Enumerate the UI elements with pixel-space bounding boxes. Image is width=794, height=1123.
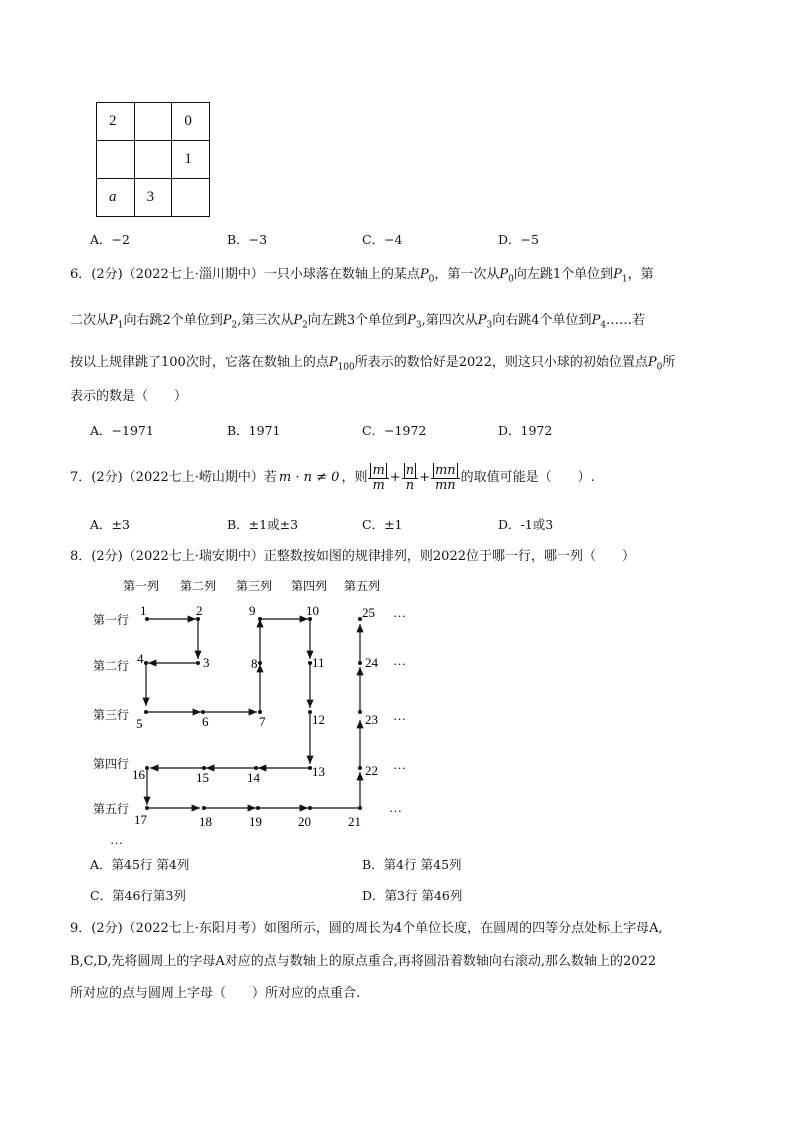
num-8: 8: [251, 656, 258, 671]
ellipsis-r1: …: [393, 605, 406, 620]
num-13: 13: [312, 764, 325, 779]
ellipsis-r4: …: [393, 757, 406, 772]
row-header-3: 第三行: [93, 708, 130, 722]
q7-line: 7．(2分)（2022七上·崂山期中）若 m · n ≠ 0 ，则 $\frac{m}{m}$ + $\frac{n}{n}$ + $\frac{mn}{mn}$ 的取值可能是（ ）.: [70, 462, 595, 493]
grid-cell: [134, 141, 172, 179]
num-14: 14: [247, 770, 260, 785]
num-17: 17: [134, 812, 147, 827]
q6-option-b[interactable]: B．1971: [227, 423, 281, 438]
ellipsis-r5: …: [389, 800, 402, 815]
q6-option-c[interactable]: C．−1972: [362, 423, 427, 438]
num-19: 19: [249, 814, 262, 829]
num-24: 24: [365, 655, 378, 670]
col-header-5: 第五列: [344, 579, 381, 593]
num-23: 23: [365, 712, 378, 727]
ellipsis-bottom: …: [110, 832, 123, 847]
num-7: 7: [259, 714, 266, 729]
q6-line-2: 二次从$P_1$向右跳2个单位到$P_2$,第三次从$P_2$向左跳3个单位到$P_3$,第四次从$P_3$向右跳4个单位到$P_4\dots\dots$若: [70, 313, 646, 331]
num-6: 6: [202, 714, 209, 729]
row-header-2: 第二行: [93, 659, 130, 673]
col-header-2: 第二列: [180, 579, 217, 593]
grid-cell: a: [97, 179, 135, 217]
num-16: 16: [132, 767, 145, 782]
q6-line-3: 按以上规律跳了100次时，它落在数轴上的点$P_{100}$所表示的数恰好是2022，则这只小球的初始位置点$P_0$所: [70, 355, 676, 373]
number-grid: [96, 102, 210, 217]
q7-option-c[interactable]: C．±1: [362, 517, 403, 532]
num-11: 11: [312, 655, 325, 670]
q9-line-3: 所对应的点与圆周上字母（ ）所对应的点重合.: [70, 986, 361, 1001]
grid-cell: 2: [97, 103, 135, 141]
num-12: 12: [312, 712, 325, 727]
grid-cell: 1: [172, 141, 210, 179]
q8-question: 8．(2分)（2022七上·瑞安期中）正整数按如图的规律排列，则2022位于哪一行，哪一列（ ）: [70, 549, 635, 564]
grid-cell: 0: [172, 103, 210, 141]
q5-option-c[interactable]: C．−4: [362, 232, 403, 247]
grid-cell: [172, 179, 210, 217]
q7-option-a[interactable]: A．±3: [90, 517, 130, 532]
q6-line-1: 6．(2分)（2022七上·淄川期中）一只小球落在数轴上的某点$P_0$，第一次从$P_0$向左跳1个单位到$P_1$，第: [70, 267, 654, 285]
fraction-m: $\frac{m}{m}$: [368, 464, 388, 493]
col-header-4: 第四列: [291, 579, 328, 593]
num-3: 3: [203, 655, 210, 670]
num-22: 22: [365, 763, 378, 778]
q8-option-a[interactable]: A．第45行 第4列: [90, 857, 190, 872]
grid-cell: [134, 103, 172, 141]
num-18: 18: [199, 814, 212, 829]
q6-option-d[interactable]: D．1972: [498, 423, 553, 438]
row-header-5: 第五行: [93, 802, 130, 816]
fraction-mn: $\frac{mn}{mn}$: [431, 464, 460, 493]
num-10: 10: [306, 603, 319, 618]
ellipsis-r2: …: [393, 653, 406, 668]
col-header-3: 第三列: [236, 579, 273, 593]
q6-line-4: 表示的数是（ ）: [70, 389, 188, 404]
fraction-n: $\frac{n}{n}$: [402, 464, 418, 493]
q8-option-d[interactable]: D．第3行 第46列: [362, 888, 463, 903]
num-20: 20: [298, 814, 311, 829]
q9-line-2: B,C,D,先将圆周上的字母A对应的点与数轴上的原点重合,再将圆沿着数轴向右滚动,那么数轴上的2022: [70, 954, 657, 969]
q8-option-c[interactable]: C．第46行第3列: [90, 888, 186, 903]
q7-option-d[interactable]: D．-1或3: [498, 517, 554, 532]
q6-option-a[interactable]: A．−1971: [90, 423, 154, 438]
row-header-1: 第一行: [93, 613, 130, 627]
num-25: 25: [362, 605, 375, 620]
ellipsis-r3: …: [393, 708, 406, 723]
q7-option-b[interactable]: B．±1或±3: [227, 517, 299, 532]
num-5: 5: [136, 716, 143, 731]
num-15: 15: [196, 770, 209, 785]
q5-option-d[interactable]: D．−5: [498, 232, 539, 247]
q8-option-b[interactable]: B．第4行 第45列: [362, 857, 462, 872]
grid-cell: 3: [134, 179, 172, 217]
num-21: 21: [348, 814, 361, 829]
num-2: 2: [196, 603, 203, 618]
grid-cell: [97, 141, 135, 179]
num-4: 4: [137, 651, 144, 666]
spiral-diagram: [80, 572, 420, 852]
q5-option-a[interactable]: A．−2: [90, 232, 130, 247]
row-header-4: 第四行: [93, 757, 130, 771]
q5-option-b[interactable]: B．−3: [227, 232, 268, 247]
num-1: 1: [140, 603, 147, 618]
q9-line-1: 9．(2分)（2022七上·东阳月考）如图所示，圆的周长为4个单位长度，在圆周的四等分点处标上字母A,: [70, 921, 663, 936]
num-9: 9: [249, 603, 256, 618]
col-header-1: 第一列: [123, 579, 160, 593]
